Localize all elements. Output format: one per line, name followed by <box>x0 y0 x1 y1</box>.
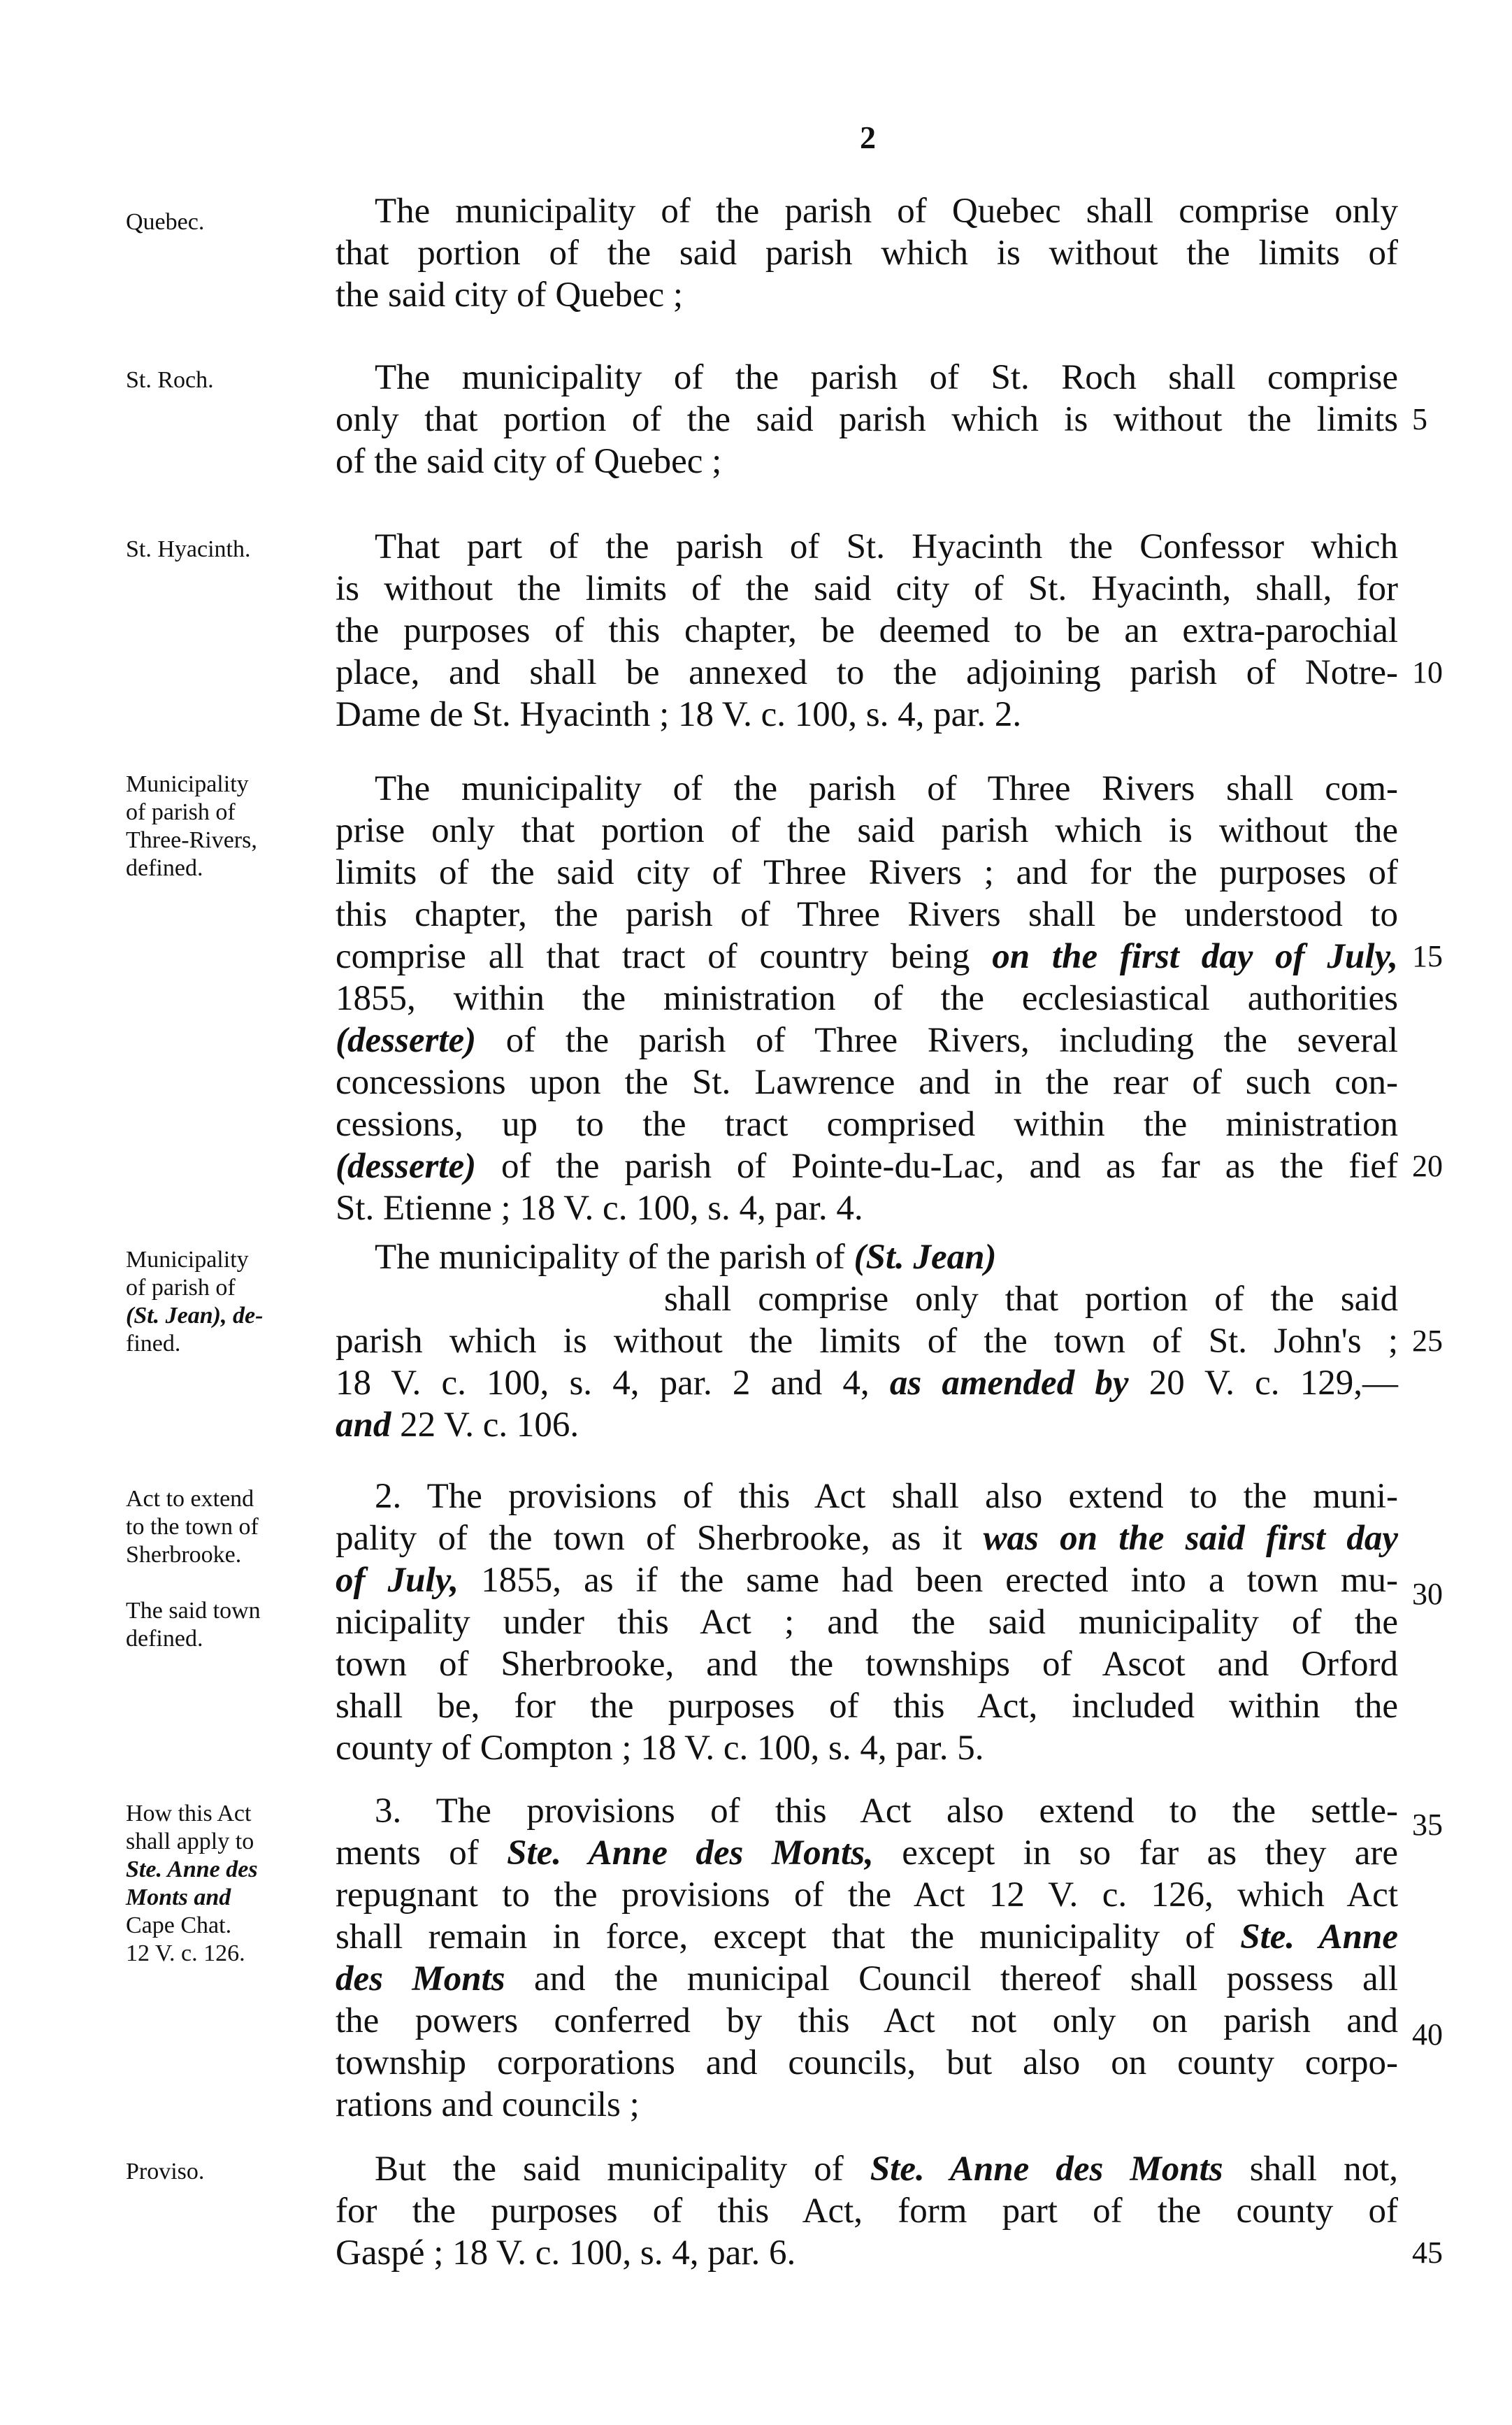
text-line <box>336 1362 1398 1404</box>
text-line: that portion of the said parish which is without the limits of <box>336 234 1398 273</box>
text-line <box>336 1559 1398 1601</box>
margin-note-line: How this Act <box>126 1801 252 1826</box>
text-line: The municipality of the parish of Quebec shall comprise only <box>375 192 1398 231</box>
text-line: Gaspé ; 18 V. c. 100, s. 4, par. 6. <box>336 2233 796 2273</box>
text-line: rations and councils ; <box>336 2085 640 2124</box>
text-run: of the parish of Pointe-du-Lac, and as far as the fief <box>501 1147 1398 1186</box>
line-number: 15 <box>1412 939 1443 973</box>
margin-note-line: defined. <box>126 855 203 881</box>
line-number: 20 <box>1412 1149 1443 1183</box>
text-run: and the municipal Council thereof shall possess all <box>534 1959 1398 1998</box>
paragraph <box>336 1236 1398 1446</box>
text-line <box>336 936 1398 978</box>
text-line: shall comprise only that portion of the said <box>664 1280 1398 1319</box>
margin-note-line: St. Hyacinth. <box>126 536 251 562</box>
text-run: comprise all that tract of country being <box>336 937 970 976</box>
text-line: concessions upon the St. Lawrence and in the rear of such con- <box>336 1063 1398 1102</box>
paragraph <box>336 768 1398 1229</box>
text-line: shall be, for the purposes of this Act, included within the <box>336 1687 1398 1726</box>
margin-note-line: (St. Jean), de- <box>126 1303 264 1329</box>
text-run: 1855, as if the same had been erected into a town mu- <box>481 1561 1399 1600</box>
text-run: 22 V. c. 106. <box>400 1405 579 1445</box>
text-line <box>336 1916 1398 1958</box>
margin-note-line: Quebec. <box>126 209 205 235</box>
text-line: nicipality under this Act ; and the said municipality of the <box>336 1603 1398 1642</box>
text-line: of the said city of Quebec ; <box>336 442 722 481</box>
text-line: the powers conferred by this Act not only on parish and <box>336 2001 1398 2040</box>
text-line: cessions, up to the tract comprised within the ministration <box>336 1105 1398 1144</box>
text-line: the said city of Quebec ; <box>336 276 684 315</box>
text-run: of the parish of Three Rivers, including the several <box>505 1021 1398 1060</box>
line-number: 10 <box>1412 655 1443 689</box>
emphasis-text: of July, <box>336 1561 459 1600</box>
margin-note <box>126 208 336 236</box>
margin-note <box>126 366 336 394</box>
margin-note <box>126 1485 336 1653</box>
text-run: 18 V. c. 100, s. 4, par. 2 and 4, <box>336 1364 870 1403</box>
emphasis-text: Ste. Anne des Monts <box>870 2149 1223 2189</box>
margin-note-line: St. Roch. <box>126 367 214 393</box>
margin-note <box>126 536 336 564</box>
text-line <box>336 1145 1398 1187</box>
paragraph <box>336 1475 1398 1769</box>
text-line: this chapter, the parish of Three Rivers shall be understood to <box>336 895 1398 934</box>
margin-note <box>126 2158 336 2186</box>
margin-note <box>126 1246 336 1358</box>
text-line: is without the limits of the said city of St. Hyacinth, shall, for <box>336 569 1398 608</box>
emphasis-text: (St. Jean) <box>854 1238 997 1277</box>
margin-note-line: Ste. Anne des <box>126 1857 258 1882</box>
line-number: 30 <box>1412 1577 1443 1611</box>
text-line: only that portion of the said parish which is without the limits <box>336 400 1398 439</box>
text-line: for the purposes of this Act, form part of the county of <box>336 2191 1398 2231</box>
text-line <box>336 1020 1398 1061</box>
line-number: 5 <box>1412 402 1427 436</box>
paragraph <box>336 2148 1398 2274</box>
line-number: 35 <box>1412 1808 1443 1842</box>
margin-note-line: Cape Chat. <box>126 1912 232 1938</box>
text-line: parish which is without the limits of the town of St. John's ; <box>336 1322 1398 1361</box>
margin-note-line: Municipality <box>126 1247 249 1273</box>
emphasis-text: on the first day of July, <box>992 937 1398 976</box>
emphasis-text: des Monts <box>336 1959 505 1998</box>
emphasis-text: was on the said first day <box>983 1519 1398 1558</box>
line-number: 40 <box>1412 2017 1443 2052</box>
text-line <box>336 1832 1398 1874</box>
text-line: 1855, within the ministration of the ecclesiastical authorities <box>336 979 1398 1018</box>
text-line: The municipality of the parish of St. Roch shall comprise <box>375 358 1398 397</box>
text-line: 2. The provisions of this Act shall also extend to the muni- <box>375 1477 1398 1516</box>
margin-note-line: of parish of <box>126 1275 236 1301</box>
text-run: shall not, <box>1249 2149 1399 2189</box>
text-line <box>336 1404 1398 1446</box>
text-line: county of Compton ; 18 V. c. 100, s. 4, par. 5. <box>336 1729 984 1768</box>
text-line: Dame de St. Hyacinth ; 18 V. c. 100, s. 4, par. 2. <box>336 695 1022 734</box>
margin-note-line: defined. <box>126 1626 203 1652</box>
text-run: except in so far as they are <box>902 1833 1398 1873</box>
emphasis-text: Ste. Anne <box>1240 1917 1398 1957</box>
text-line <box>336 1236 1398 1278</box>
text-line <box>336 1958 1398 2000</box>
paragraph <box>336 1790 1398 2126</box>
margin-note-line: Act to extend <box>126 1486 254 1512</box>
emphasis-text: (desserte) <box>336 1021 477 1060</box>
emphasis-text: and <box>336 1405 391 1445</box>
line-number: 25 <box>1412 1324 1443 1358</box>
text-run: ments of <box>336 1833 479 1873</box>
margin-note-line: Three-Rivers, <box>126 827 257 853</box>
emphasis-text: as amended by <box>889 1364 1129 1403</box>
margin-note-line: Proviso. <box>126 2159 205 2184</box>
text-line: prise only that portion of the said parish which is without the <box>336 811 1398 850</box>
margin-note-line: Monts and <box>126 1884 231 1910</box>
text-line: St. Etienne ; 18 V. c. 100, s. 4, par. 4. <box>336 1189 863 1228</box>
text-line: town of Sherbrooke, and the townships of Ascot and Orford <box>336 1645 1398 1684</box>
text-line: repugnant to the provisions of the Act 12 V. c. 126, which Act <box>336 1875 1398 1915</box>
text-line <box>336 2148 1398 2190</box>
text-line: place, and shall be annexed to the adjoining parish of Notre- <box>336 653 1398 692</box>
text-line: limits of the said city of Three Rivers ; and for the purposes of <box>336 853 1398 892</box>
margin-note-line: The said town <box>126 1598 261 1624</box>
margin-note-line: shall apply to <box>126 1829 254 1854</box>
page-number: 2 <box>860 120 876 155</box>
line-number: 45 <box>1412 2236 1443 2270</box>
emphasis-text: Ste. Anne des Monts, <box>507 1833 874 1873</box>
text-run: But the said municipality of <box>375 2149 844 2189</box>
text-run: The municipality of the parish of <box>375 1238 845 1277</box>
margin-note <box>126 771 336 882</box>
emphasis-text: (desserte) <box>336 1147 477 1186</box>
paragraph <box>336 357 1398 482</box>
text-line: The municipality of the parish of Three Rivers shall com- <box>375 769 1398 808</box>
text-line <box>336 1517 1398 1559</box>
margin-note-line: 12 V. c. 126. <box>126 1940 245 1966</box>
margin-note-line: Municipality <box>126 771 249 797</box>
text-run: shall remain in force, except that the municipality of <box>336 1917 1215 1957</box>
paragraph <box>336 190 1398 316</box>
text-run: pality of the town of Sherbrooke, as it <box>336 1519 963 1558</box>
text-line: township corporations and councils, but also on county corpo- <box>336 2043 1398 2082</box>
margin-note <box>126 1800 336 1968</box>
text-run: 20 V. c. 129,— <box>1149 1364 1398 1403</box>
margin-note-line: fined. <box>126 1331 181 1357</box>
margin-note-line: Sherbrooke. <box>126 1542 242 1568</box>
margin-note-line: of parish of <box>126 799 236 825</box>
paragraph <box>336 526 1398 736</box>
text-line: That part of the parish of St. Hyacinth the Confessor which <box>375 527 1398 566</box>
margin-note-line: to the town of <box>126 1514 259 1540</box>
text-line: the purposes of this chapter, be deemed to be an extra-parochial <box>336 611 1398 650</box>
text-line: 3. The provisions of this Act also extend to the settle- <box>375 1791 1398 1831</box>
